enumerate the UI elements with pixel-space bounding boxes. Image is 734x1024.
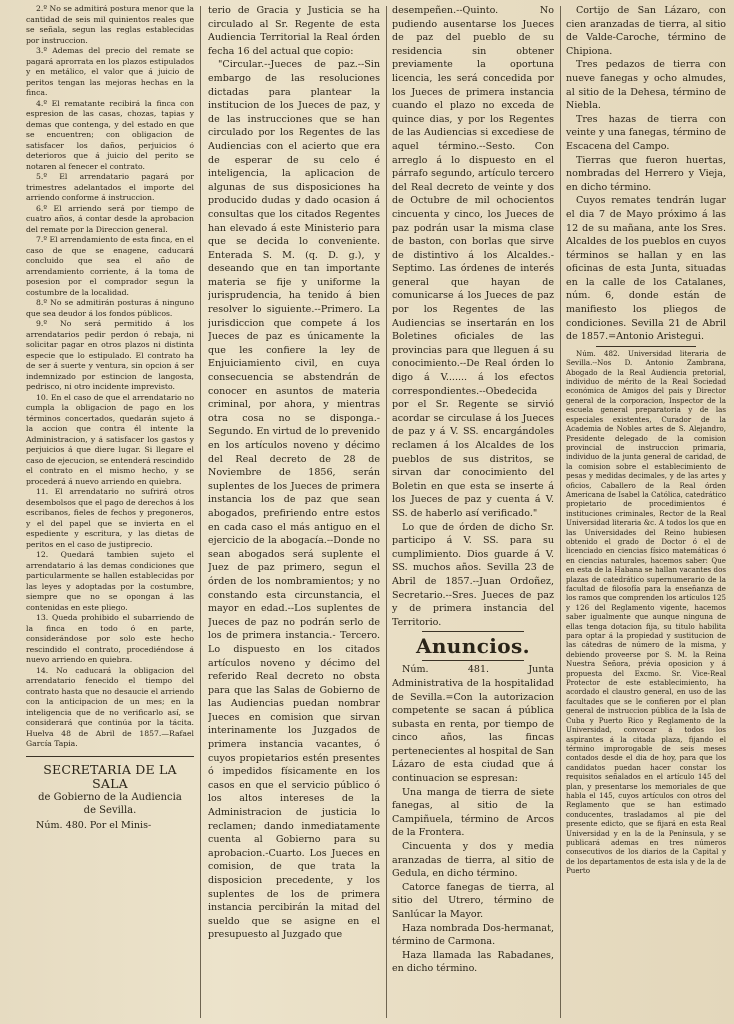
column-3 <box>392 4 554 1020</box>
column-4 <box>566 4 726 1020</box>
column-divider <box>560 6 561 1018</box>
notice-480-start: Núm. 480. Por el Minis- <box>36 819 152 831</box>
condition-paragraph: 10. En el caso de que el arrendatario no cumpla la obligacion de pago en los términos concertados, quedarán sujeto á la accion que contra él intente la Administracion, y á satisfacer los gastos y perjuicios á que diere lugar. Si llegare el caso de ejecucion, se entenderá rescindido el contrato en el mismo hecho, y se procederá á nuevo arriendo en quiebra. <box>26 392 194 486</box>
circular-continued: desempeñen.--Quinto. No pudiendo ausentarse los Jueces de paz del pueblo de su residencia sin obtener previamente la oportuna licencia, les será concedida por los Jueces de primera instancia cuando el plazo no exceda de quince dias, y por los Regentes de las Audiencias si excediese de aquel término.--Sesto. Con arreglo á lo dispuesto en el párrafo segundo, artículo tercero del Real decreto de veinte y dos de Octubre de mil ochocientos cincuenta y cinco, los Jueces de paz podrán usar la misma clase de baston, con borlas que sirve de distintivo á los Alcaldes.-Septimo. Las órdenes de interés general que hayan de comunicarse á los Jueces de paz por los Regentes de las Audiencias se insertarán en los Boletines oficiales de las provincias para que lleguen á su conocimiento.--De Real órden lo digo á V....... á los efectos correspondientes.--Obedecida por el Sr. Regente se sirvió acordar se circulase á los Jueces de paz y á V. SS. encargándoles reclamen á los Alcaldes de los pueblos de sus distritos, se sirvan dar conocimiento del Boletin en que esta se inserte á los Jueces de paz y cuenta á V. SS. de haberlo así verificado." <box>392 5 554 519</box>
finca-item: Tres hazas de tierra con veinte y una fanegas, término de Escacena del Campo. <box>566 113 726 152</box>
secretaria-heading: SECRETARIA DE LA SALA <box>43 761 177 791</box>
condition-paragraph: 3.º Ademas del precio del remate se pagará aprorrata en los plazos estipulados y en metálico, el valor que á juicio de peritos tengan las mejoras hechas en la finca. <box>26 46 194 97</box>
condition-paragraph: 8.º No se admitirán posturas á ninguno que sea deudor á los fondos públicos. <box>26 298 194 318</box>
condition-paragraph: 14. No caducará la obligacion del arrendatario fenecido el tiempo del contrato hasta que no desaucie el arriendo con la anticipacion de un mes; en la inteligencia que de no verificarlo así, se considerará que continúa por la tácita. Huelva 48 de Abril de 1857.—Rafael García Tapia. <box>26 665 194 748</box>
condition-paragraph: 12. Quedará tambien sujeto el arrendatario á las demas condiciones que particularmente se hallen establecidas por las leyes y adoptadas por la costumbre, siempre que no se opongan á las contenidas en este pliego. <box>26 550 194 612</box>
section-rule <box>26 756 194 757</box>
auction-details: Cuyos remates tendrán lugar el dia 7 de Mayo próximo á las 12 de su mañana, ante los Sres. Alcaldes de los pueblos en cuyos términos se hallan y en las oficinas de esta Junta, situadas en la calle de los Catalanes, núm. 6, donde están de manifiesto los pliegos de condiciones. Sevilla 21 de Abril de 1857.=Antonio Aristegui. <box>566 195 726 343</box>
finca-item: Cincuenta y dos y media aranzadas de tierra, al sitio de Gedula, en dicho término. <box>392 841 554 880</box>
condition-paragraph: 11. El arrendatario no sufrirá otros desembolsos que el pago de derechos á los escribanos, fieles de fechos y pregoneros, y el del papel que se invierta en el espediente y escritura, y las dietas de peritos en el caso de justiprecio. <box>26 487 194 549</box>
condition-paragraph: 13. Queda prohibido el subarriendo de la finca en todo ó en parte, considerándose por solo este hecho rescindido el contrato, procediéndose á nuevo arriendo en quiebra. <box>26 613 194 664</box>
secretaria-subheading: de Gobierno de la Audiencia <box>38 791 182 803</box>
condition-paragraph: 2.º No se admitirá postura menor que la cantidad de seis mil quinientos reales que se señala, segun las reglas establecidas por instruccion. <box>26 4 194 45</box>
notice-482: Núm. 482. Universidad literaria de Sevilla.--Nos D. Antonio Zambrana, Abogado de la Real Audiencia pretorial, individuo de mérito de la Real Sociedad económica de Amigos del pais y Director general de la corporacion, Inspector de la escuela general preparatoria y de las especiales existentes, Curador de la Academia de Nobles artes de S. Alejandro, Presidente delegado de la comision provincial de instruccion primaria, individuo de la junta general de caridad, de la comision sobre el establecimiento de pesas y medidas decimales, y de las artes y oficios, Caballero de la Real órden Americana de Isabel la Católica, catedrático propietario de procedimientos é instituciones criminales, Rector de la Real Universidad literaria &c. A todos los que en las Universidades del Reino hubiesen obtenido el grado de Doctor ó el de licenciado en ciencias físico matemáticas ó en ciencias naturales, hacemos saber: Que en esta de la Habana se hallan vacantes dos plazas de catedrático supernumerario de la facultad de filosofía para la enseñanza de los ramos que comprenden los artículos 125 y 126 del Reglamento vigente, hacemos saber igualmente que aunque ninguna de ellas tenga dotacion fija, su titulo habilita para optar á la propiedad y sustitucion de las cátedras de número de la misma, y debiendo proveerse por S. M. la Reina Nuestra Señora, prévia oposicion y á propuesta del Excmo. Sr. Vice-Real Protector de este establecimiento, ha acordado el claustro general, en uso de las facultades que se le confieren por el plan general de instruccion pública de la Isla de Cuba y Puerto Rico y Reglamento de la Universidad, convocar á todos los aspirantes á la citada plaza, fijando el término improrogable de seis meses contados desde el dia de hoy, para que los candidatos puedan hacer constar los requisitos señalados en el artículo 145 del plan, y presentarse los memoriales de que habla el 145, cuyos artículos con otros del Reglamento que se han estimado conducentes, trasladamos al pie del presente edicto, que se fijará en esta Real Universidad y en la de la Península, y se publicará ademas en tres números consecutivos de los diarios de la Capital y de los departamentos de esta isla y de la de Puerto <box>566 348 726 876</box>
condition-paragraph: 6.º El arriendo será por tiempo de cuatro años, á contar desde la aprobacion del remate por la Direccion general. <box>26 203 194 234</box>
secretary-closing: Lo que de órden de dicho Sr. participo á V. SS. para su cumplimiento. Dios guarde á V. SS. muchos años. Sevilla 23 de Abril de 1857.--Juan Ordoñez, Secretario.--Sres. Jueces de paz y de primera instancia del Territorio. <box>392 521 554 628</box>
finca-item: Cortijo de San Lázaro, con cien aranzadas de tierra, al sitio de Valde-Caroche, término de Chipiona. <box>566 5 726 57</box>
condition-paragraph: 5.º El arrendatario pagará por trimestres adelantados el importe del arriendo conforme á instruccion. <box>26 172 194 202</box>
anuncios-heading: Anuncios. <box>415 634 531 659</box>
circular-text: "Circular.--Jueces de paz.--Sin embargo de las resoluciones dictadas para plantear la institucion de los Jueces de paz, y de las instrucciones que se han circulado por los Regentes de las Audiencias con el acierto que era de esperar de su celo é inteligencia, la aplicacion de algunas de sus disposiciones ha producido dudas y dado ocasion á consultas que los citados Regentes han elevado á este Ministerio para que se decida lo conveniente. Enterada S. M. (q. D. g.), y deseando que en tan importante materia se fije y uniforme la jurisprudencia, ha tenido á bien resolver lo siguiente.--Primero. La jurisdiccion que compete á los Jueces de paz es únicamente la que les confiere la ley de Enjuiciamiento civil, en cuya consecuencia se abstendrán de conocer en asuntos de materia criminal, por ahora, y mientras otra cosa no se disponga.- Segundo. En virtud de lo prevenido en los artículos noveno y décimo del Real decreto de 28 de Noviembre de 1856, serán suplentes de los Jueces de primera instancia los de paz que sean abogados, prefiriendo entre estos en cada caso el más antiguo en el ejercicio de la abogacía.--Donde no sean abogados será suplente el Juez de paz primero, segun el órden de los nombramientos; y no constando esta circunstancia, el mayor en edad.--Los suplentes de Jueces de paz no podrán serlo de los de primera instancia.- Tercero. Lo dispuesto en los citados artículos noveno y décimo del referido Real decreto no obsta para que las Salas de Gobierno de las Audiencias puedan nombrar Jueces en comision que sirvan interinamente los Juzgados de primera instancia vacantes, ó cuyos propietarios estén presentes ó impedidos físicamente en los casos en que el servicio público ó los altos intereses de la Administracion de justicia lo reclamen; dando inmediatamente cuenta al Gobierno para su aprobacion.-Cuarto. Los Jueces en comision, de que trata la disposicion precedente, y los suplentes de los de primera instancia percibirán la mitad del sueldo que se asigne en el presupuesto al Juzgado que <box>208 59 380 941</box>
notice-481: Núm. 481. Junta Administrativa de la hospitalidad de Sevilla.=Con la autorizacion competente se sacan á pública subasta en renta, por tiempo de cinco años, las fincas pertenecientes al hospital de San Lázaro de esta ciudad que á continuacion se espresan: <box>392 664 554 785</box>
column-divider <box>386 6 387 1018</box>
finca-item: Una manga de tierra de siete fanegas, al sitio de la Campiñuela, término de Arcos de la Frontera. <box>392 786 554 839</box>
finca-item: Tres pedazos de tierra con nueve fanegas y ocho almudes, al sitio de la Dehesa, término de Niebla. <box>566 59 726 112</box>
condition-paragraph: 7.º El arrendamiento de esta finca, en el caso de que se enagene, caducará concluido que sea el año de arrendamiento corriente, á la toma de posesion por el comprador segun la costumbre de la localidad. <box>26 235 194 297</box>
section-rule <box>422 631 524 632</box>
condition-paragraph: 4.º El rematante recibirá la finca con espresion de las casas, chozas, tapias y demas que contenga, y del estado en que se encuentren; con obligacion de satisfacer los daños, perjuicios ó deterioros que á juicio del perito se notaren al fenecer el contrato. <box>26 98 194 171</box>
column-divider <box>200 6 201 1018</box>
finca-item: Catorce fanegas de tierra, al sitio del Utrero, término de Sanlúcar la Mayor. <box>392 881 554 920</box>
finca-item: Tierras que fueron huertas, nombradas del Herrero y Vieja, en dicho término. <box>566 154 726 193</box>
notice-480-text: terio de Gracia y Justicia se ha circulado al Sr. Regente de esta Audiencia Territorial la Real órden fecha 16 del actual que copio: <box>208 5 380 57</box>
finca-item: Haza llamada las Rabadanes, en dicho término. <box>392 949 554 975</box>
secretaria-subheading: de Sevilla. <box>83 804 137 816</box>
condition-paragraph: 9.º No será permitido á los arrendatarios pedir perdon ó rebaja, ni solicitar pagar en otros plazos ni distinta especie que lo estipulado. El contrato ha de ser á suerte y ventura, sin opcion á ser indemnizado por estincion de langosta, pedrisco, ni otro incidente imprevisto. <box>26 319 194 391</box>
finca-item: Haza nombrada Dos-hermanat, término de Carmona. <box>392 922 554 948</box>
section-rule <box>596 346 696 347</box>
column-2 <box>208 4 380 1020</box>
column-1 <box>26 4 194 1020</box>
section-rule <box>422 660 524 661</box>
